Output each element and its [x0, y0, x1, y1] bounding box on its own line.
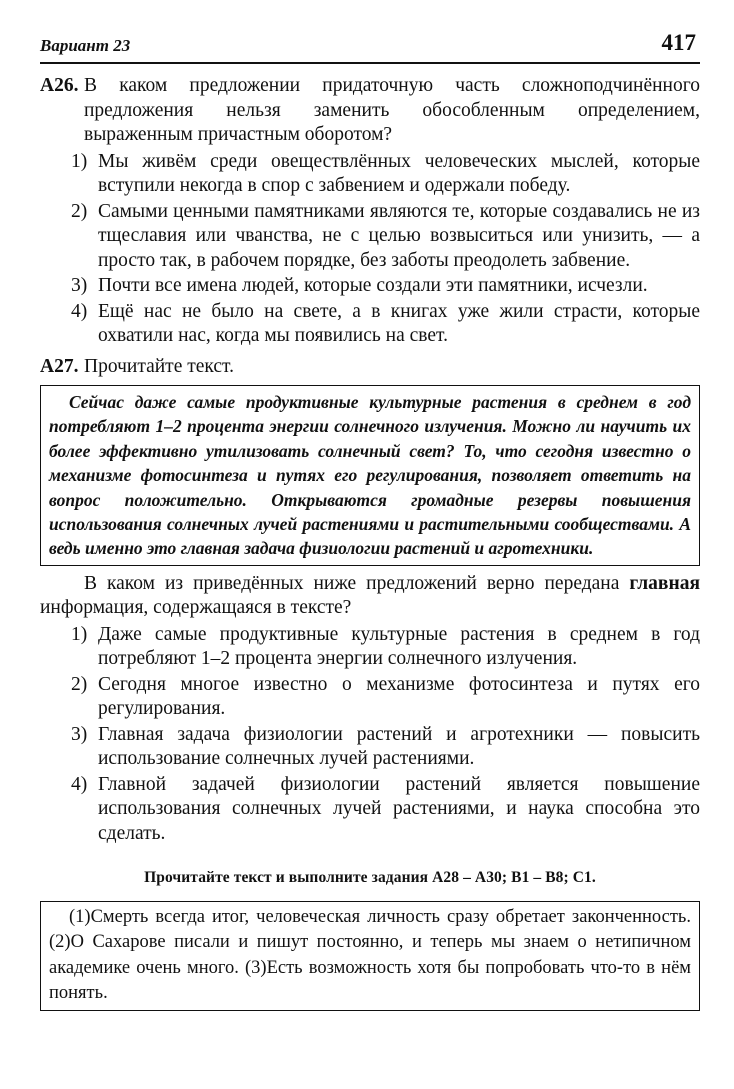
- a26-options: [40, 150, 700, 349]
- option-item: [40, 723, 700, 772]
- option-mark: 4): [71, 300, 88, 322]
- option-text: Даже самые продуктивные культурные растения в среднем в год потребляют 1–2 процента энергии солнечного излучения.: [98, 623, 700, 670]
- option-text: Самыми ценными памятниками являются те, которые создавались не из тщеславия или чванства, не с целью возвыситься или унизить, — а просто так, в рабочем порядке, без заботы преодолеть забвение.: [98, 200, 700, 271]
- prompt-part: В каком из приведённых ниже предложений верно передана: [84, 572, 630, 594]
- option-mark: 1): [71, 623, 88, 645]
- option-text: Главной задачей физиологии растений является повышение использования солнечных лучей растениями, и наука способна это сделать.: [98, 773, 700, 844]
- option-text: Главная задача физиологии растений и агротехники — повысить использование солнечных лучей растениями.: [98, 723, 700, 770]
- question-a26: [40, 74, 700, 148]
- question-number: А27.: [40, 355, 79, 377]
- option-mark: 1): [71, 150, 88, 172]
- reading-text-box: Сейчас даже самые продуктивные культурные растения в среднем в год потребляют 1–2 процента энергии солнечного излучения. Можно ли научить их более эффективно утилизовать солнечный свет? То, что сегодня известно о механизме фотосинтеза и путях его регулирования, позволяет ответить на вопрос положительно. Открываются громадные резервы повышения использования солнечных лучей растениями и растительными сообществами. А ведь именно это главная задача физиологии растений и агротехники.: [40, 385, 700, 566]
- option-item: [40, 150, 700, 199]
- variant-label: Вариант 23: [40, 36, 131, 55]
- prompt-emphasis: главная: [629, 572, 700, 594]
- option-mark: 2): [71, 673, 88, 695]
- option-mark: 2): [71, 200, 88, 222]
- passage-box: (1)Смерть всегда итог, человеческая личность сразу обретает законченность. (2)О Сахарове писали и пишут постоянно, и теперь мы знаем о нетипичном академике очень много. (3)Есть возможность хотя бы попробовать что-то в нём понять.: [40, 901, 700, 1011]
- option-item: [40, 773, 700, 847]
- question-a27: [40, 355, 700, 380]
- option-item: [40, 274, 700, 299]
- page-header: [40, 30, 700, 64]
- option-text: Почти все имена людей, которые создали эти памятники, исчезли.: [98, 275, 648, 296]
- page-body: [40, 74, 700, 1011]
- option-text: Мы живём среди овеществлённых человеческих мыслей, которые вступили некогда в спор с забвением и одержали победу.: [98, 150, 700, 196]
- option-item: [40, 200, 700, 274]
- page-number: 417: [661, 30, 696, 55]
- option-item: [40, 623, 700, 672]
- question-prompt: [40, 572, 700, 621]
- question-stem: Прочитайте текст.: [84, 355, 234, 377]
- option-mark: 3): [71, 723, 88, 745]
- option-item: [40, 673, 700, 722]
- option-text: Сегодня многое известно о механизме фотосинтеза и путях его регулирования.: [98, 673, 700, 720]
- question-number: А26.: [40, 75, 79, 96]
- a27-options: [40, 623, 700, 847]
- header-rule: [40, 62, 700, 64]
- instruction-heading: Прочитайте текст и выполните задания А28 – А30; В1 – В8; С1.: [144, 869, 596, 887]
- question-stem: В каком предложении придаточную часть сложноподчинённого предложения нельзя заменить обособленным определением, выраженным причастным оборотом?: [84, 75, 700, 145]
- option-mark: 3): [71, 275, 88, 296]
- option-item: [40, 300, 700, 349]
- option-text: Ещё нас не было на свете, а в книгах уже жили страсти, которые охватили нас, когда мы появились на свет.: [98, 300, 700, 346]
- option-mark: 4): [71, 773, 88, 795]
- prompt-part: информация, содержащаяся в тексте?: [40, 597, 352, 619]
